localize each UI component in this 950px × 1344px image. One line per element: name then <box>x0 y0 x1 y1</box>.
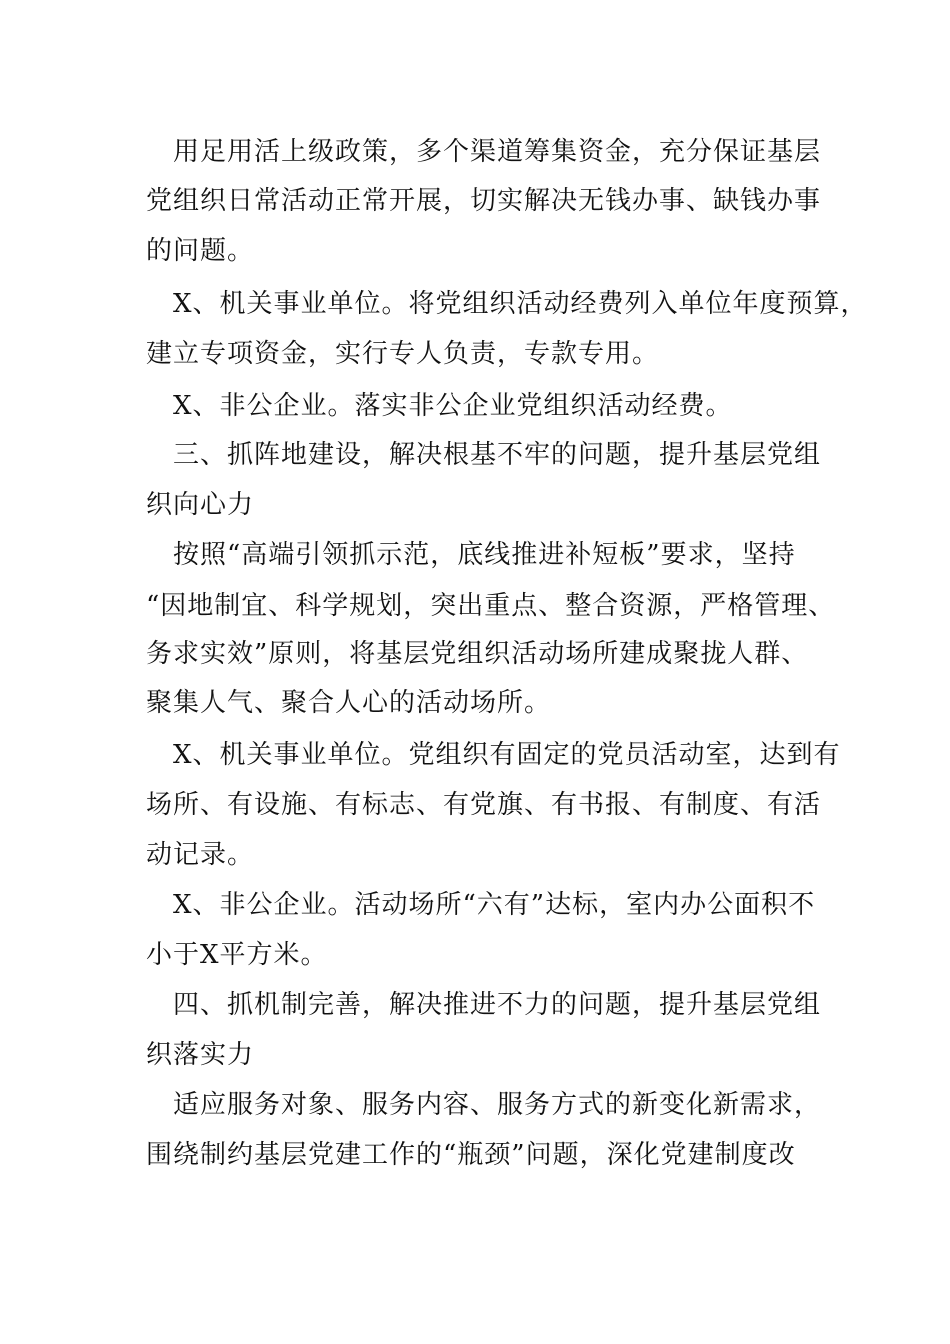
text-line: 聚集人气、聚合人心的活动场所。 <box>146 688 552 718</box>
text-line: 四、抓机制完善，解决推进不力的问题，提升基层党组 <box>146 990 822 1020</box>
text-line: 按照“高端引领抓示范，底线推进补短板”要求，坚持 <box>146 540 796 570</box>
text-line: X、非公企业。落实非公企业党组织活动经费。 <box>146 391 733 421</box>
text-line: “因地制宜、科学规划，突出重点、整合资源，严格管理、 <box>146 591 836 621</box>
text-line: 务求实效”原则，将基层党组织活动场所建成聚拢人群、 <box>146 639 809 669</box>
text-line: 适应服务对象、服务内容、服务方式的新变化新需求， <box>146 1090 822 1120</box>
text-line: 动记录。 <box>146 840 255 870</box>
text-line: 织向心力 <box>146 490 255 520</box>
text-line: 党组织日常活动正常开展，切实解决无钱办事、缺钱办事 <box>146 186 822 216</box>
text-line: 建立专项资金，实行专人负责，专款专用。 <box>146 339 660 369</box>
text-line: X、非公企业。活动场所“六有”达标，室内办公面积不 <box>146 890 816 920</box>
text-line: 小于X平方米。 <box>146 940 328 970</box>
text-line: X、机关事业单位。将党组织活动经费列入单位年度预算， <box>146 289 868 319</box>
text-line: 的问题。 <box>146 236 255 266</box>
text-line: 场所、有设施、有标志、有党旗、有书报、有制度、有活 <box>146 790 822 820</box>
text-line: X、机关事业单位。党组织有固定的党员活动室，达到有 <box>146 740 841 770</box>
text-line: 用足用活上级政策，多个渠道筹集资金，充分保证基层 <box>146 137 822 167</box>
text-line: 三、抓阵地建设，解决根基不牢的问题，提升基层党组 <box>146 440 822 470</box>
text-line: 围绕制约基层党建工作的“瓶颈”问题，深化党建制度改 <box>146 1140 796 1170</box>
text-line: 织落实力 <box>146 1040 255 1070</box>
